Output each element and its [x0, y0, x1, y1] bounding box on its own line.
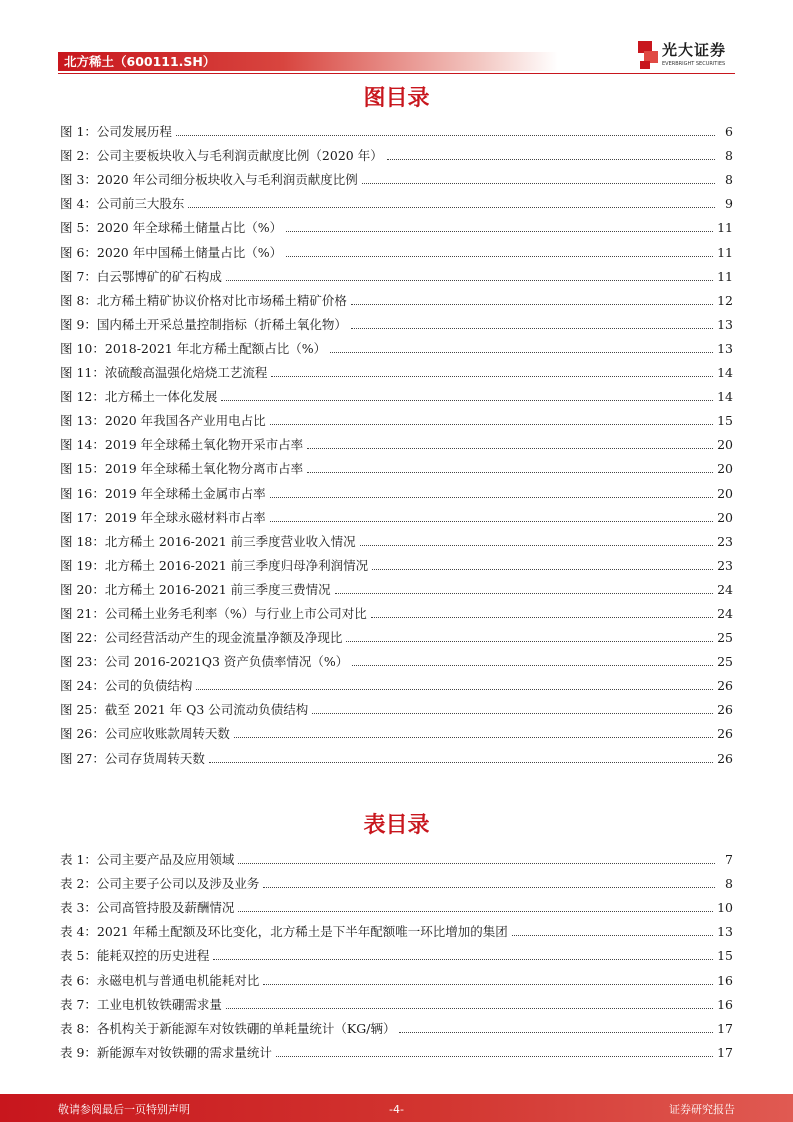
toc-entry[interactable] [60, 989, 733, 1013]
toc-entry-label: 图 8：北方稀土精矿协议价格对比市场稀土精矿价格 [60, 292, 347, 308]
toc-entry-page: 20 [717, 437, 733, 453]
toc-entry-label: 图 7：白云鄂博矿的矿石构成 [60, 268, 222, 284]
toc-dot-leader [263, 984, 713, 985]
toc-entry-page: 12 [717, 292, 733, 308]
toc-entry-page: 8 [725, 172, 733, 188]
figures-list [60, 116, 733, 767]
toc-dot-leader [238, 911, 713, 912]
header-rule [58, 73, 735, 74]
toc-entry-page: 26 [717, 702, 733, 718]
toc-dot-leader [176, 135, 715, 136]
toc-entry-label: 表 9：新能源车对钕铁硼的需求量统计 [60, 1044, 272, 1060]
toc-entry-label: 图 23：公司 2016-2021Q3 资产负债率情况（%） [60, 654, 349, 670]
toc-dot-leader [399, 1032, 713, 1033]
toc-entry-page: 25 [717, 630, 733, 646]
toc-entry-label: 表 8：各机构关于新能源车对钕铁硼的单耗量统计（KG/辆） [60, 1020, 396, 1036]
toc-entry-page: 15 [717, 948, 733, 964]
toc-entry-label: 表 3：公司高管持股及薪酬情况 [60, 900, 235, 916]
toc-dot-leader [387, 159, 715, 160]
toc-dot-leader [330, 352, 713, 353]
toc-entry-label: 表 1：公司主要产品及应用领域 [60, 852, 235, 868]
toc-entry-label: 图 17：2019 年全球永磁材料市占率 [60, 509, 266, 525]
toc-entry-page: 16 [717, 972, 733, 988]
toc-entry[interactable] [60, 622, 733, 646]
toc-entry[interactable] [60, 742, 733, 766]
toc-entry-page: 11 [717, 268, 733, 284]
toc-entry[interactable] [60, 1013, 733, 1037]
toc-entry[interactable] [60, 940, 733, 964]
toc-dot-leader [213, 959, 713, 960]
toc-dot-leader [286, 231, 713, 232]
toc-dot-leader [226, 1008, 713, 1009]
toc-entry-label: 图 25：截至 2021 年 Q3 公司流动负债结构 [60, 702, 309, 718]
toc-entry-label: 图 5：2020 年全球稀土储量占比（%） [60, 220, 283, 236]
toc-entry[interactable] [60, 718, 733, 742]
footer-disclaimer-link[interactable]: 敬请参阅最后一页特别声明 [58, 1103, 190, 1116]
toc-entry-page: 14 [717, 389, 733, 405]
toc-entry-page: 24 [717, 605, 733, 621]
toc-entry[interactable] [60, 309, 733, 333]
toc-dot-leader [270, 521, 713, 522]
toc-entry-page: 24 [717, 581, 733, 597]
toc-entry-page: 11 [717, 220, 733, 236]
toc-dot-leader [360, 545, 713, 546]
toc-dot-leader [221, 400, 713, 401]
toc-dot-leader [234, 737, 713, 738]
toc-entry-label: 图 10：2018-2021 年北方稀土配额占比（%） [60, 340, 327, 356]
toc-entry-label: 图 21：公司稀土业务毛利率（%）与行业上市公司对比 [60, 605, 367, 621]
toc-entry[interactable] [60, 694, 733, 718]
toc-entry-page: 20 [717, 485, 733, 501]
toc-entry-page: 7 [725, 852, 733, 868]
toc-entry[interactable] [60, 429, 733, 453]
toc-entry-label: 图 2：公司主要板块收入与毛利润贡献度比例（2020 年） [60, 148, 383, 164]
toc-entry[interactable] [60, 333, 733, 357]
toc-entry[interactable] [60, 574, 733, 598]
toc-entry-page: 8 [725, 876, 733, 892]
toc-entry[interactable] [60, 526, 733, 550]
toc-dot-leader [226, 280, 713, 281]
toc-entry[interactable] [60, 550, 733, 574]
toc-dot-leader [196, 689, 713, 690]
toc-dot-leader [362, 183, 715, 184]
toc-entry[interactable] [60, 164, 733, 188]
logo-text-en: EVERBRIGHT SECURITIES [662, 61, 726, 67]
toc-entry-label: 图 26：公司应收账款周转天数 [60, 726, 230, 742]
toc-entry-label: 表 6：永磁电机与普通电机能耗对比 [60, 972, 260, 988]
toc-entry[interactable] [60, 598, 733, 622]
toc-entry[interactable] [60, 844, 733, 868]
company-title: 北方稀土（600111.SH） [64, 54, 216, 69]
toc-entry[interactable] [60, 964, 733, 988]
logo-text-cn: 光大证券 [662, 41, 727, 59]
toc-entry-page: 13 [717, 316, 733, 332]
toc-entry-label: 图 19：北方稀土 2016-2021 前三季度归母净利润情况 [60, 557, 369, 573]
toc-entry[interactable] [60, 892, 733, 916]
toc-dot-leader [263, 887, 715, 888]
toc-dot-leader [270, 424, 713, 425]
toc-dot-leader [276, 1056, 713, 1057]
toc-entry[interactable] [60, 236, 733, 260]
toc-dot-leader [371, 617, 713, 618]
tables-title: 表目录 [363, 813, 430, 838]
toc-entry-label: 表 7：工业电机钕铁硼需求量 [60, 996, 222, 1012]
toc-dot-leader [307, 448, 713, 449]
toc-entry-page: 11 [717, 244, 733, 260]
toc-entry-page: 14 [717, 365, 733, 381]
toc-dot-leader [286, 256, 713, 257]
toc-entry[interactable] [60, 212, 733, 236]
toc-entry-page: 20 [717, 509, 733, 525]
toc-entry-label: 图 14：2019 年全球稀土氧化物开采市占率 [60, 437, 304, 453]
toc-entry-label: 图 20：北方稀土 2016-2021 前三季度三费情况 [60, 581, 331, 597]
toc-dot-leader [209, 762, 713, 763]
toc-dot-leader [335, 593, 713, 594]
toc-dot-leader [351, 304, 713, 305]
toc-entry-page: 17 [717, 1044, 733, 1060]
toc-entry-label: 图 15：2019 年全球稀土氧化物分离市占率 [60, 461, 304, 477]
toc-entry[interactable] [60, 140, 733, 164]
toc-entry-label: 图 16：2019 年全球稀土金属市占率 [60, 485, 266, 501]
toc-entry[interactable] [60, 502, 733, 526]
toc-entry-page: 26 [717, 750, 733, 766]
toc-entry-label: 图 3：2020 年公司细分板块收入与毛利润贡献度比例 [60, 172, 358, 188]
toc-entry-page: 23 [717, 557, 733, 573]
toc-entry-page: 17 [717, 1020, 733, 1036]
toc-entry-page: 16 [717, 996, 733, 1012]
logo-mark-icon [638, 41, 658, 69]
toc-dot-leader [352, 665, 713, 666]
toc-entry-page: 13 [717, 340, 733, 356]
tables-list [60, 844, 733, 1061]
toc-dot-leader [346, 641, 713, 642]
toc-entry[interactable] [60, 1037, 733, 1061]
brand-logo [638, 41, 736, 71]
toc-entry-page: 9 [725, 196, 733, 212]
toc-dot-leader [351, 328, 713, 329]
toc-dot-leader [270, 497, 713, 498]
toc-entry-label: 图 13：2020 年我国各产业用电占比 [60, 413, 266, 429]
toc-entry-page: 15 [717, 413, 733, 429]
toc-entry[interactable] [60, 453, 733, 477]
toc-entry-label: 表 2：公司主要子公司以及涉及业务 [60, 876, 260, 892]
toc-entry-page: 8 [725, 148, 733, 164]
toc-entry-label: 表 4：2021 年稀土配额及环比变化，北方稀土是下半年配额唯一环比增加的集团 [60, 924, 508, 940]
toc-entry[interactable] [60, 116, 733, 140]
toc-dot-leader [188, 207, 715, 208]
toc-entry[interactable] [60, 405, 733, 429]
toc-entry-page: 6 [725, 124, 733, 140]
toc-entry-label: 图 11：浓硫酸高温强化焙烧工艺流程 [60, 365, 268, 381]
toc-entry-label: 图 24：公司的负债结构 [60, 678, 193, 694]
toc-entry[interactable] [60, 868, 733, 892]
toc-entry-label: 图 1：公司发展历程 [60, 124, 172, 140]
footer-report-type: 证券研究报告 [669, 1103, 735, 1116]
toc-entry-label: 图 27：公司存货周转天数 [60, 750, 205, 766]
toc-entry-page: 13 [717, 924, 733, 940]
toc-entry[interactable] [60, 261, 733, 285]
toc-entry[interactable] [60, 381, 733, 405]
toc-entry-label: 图 18：北方稀土 2016-2021 前三季度营业收入情况 [60, 533, 356, 549]
toc-dot-leader [307, 472, 713, 473]
toc-entry-label: 表 5：能耗双控的历史进程 [60, 948, 210, 964]
toc-entry[interactable] [60, 646, 733, 670]
toc-dot-leader [271, 376, 713, 377]
toc-dot-leader [312, 713, 713, 714]
toc-entry[interactable] [60, 670, 733, 694]
toc-entry-label: 图 22：公司经营活动产生的现金流量净额及净现比 [60, 630, 343, 646]
toc-entry-page: 25 [717, 654, 733, 670]
toc-entry[interactable] [60, 188, 733, 212]
toc-entry-page: 26 [717, 726, 733, 742]
toc-entry[interactable] [60, 285, 733, 309]
toc-entry-label: 图 6：2020 年中国稀土储量占比（%） [60, 244, 283, 260]
toc-entry-page: 26 [717, 678, 733, 694]
toc-dot-leader [512, 935, 713, 936]
page-number: -4- [389, 1103, 404, 1116]
toc-entry-label: 图 9：国内稀土开采总量控制指标（折稀土氧化物） [60, 316, 347, 332]
toc-entry[interactable] [60, 916, 733, 940]
toc-entry-page: 20 [717, 461, 733, 477]
toc-dot-leader [372, 569, 713, 570]
toc-dot-leader [238, 863, 715, 864]
figures-title: 图目录 [363, 86, 430, 111]
toc-entry-page: 10 [717, 900, 733, 916]
toc-entry[interactable] [60, 477, 733, 501]
toc-entry-label: 图 12：北方稀土一体化发展 [60, 389, 218, 405]
toc-entry-label: 图 4：公司前三大股东 [60, 196, 185, 212]
toc-entry-page: 23 [717, 533, 733, 549]
toc-entry[interactable] [60, 357, 733, 381]
